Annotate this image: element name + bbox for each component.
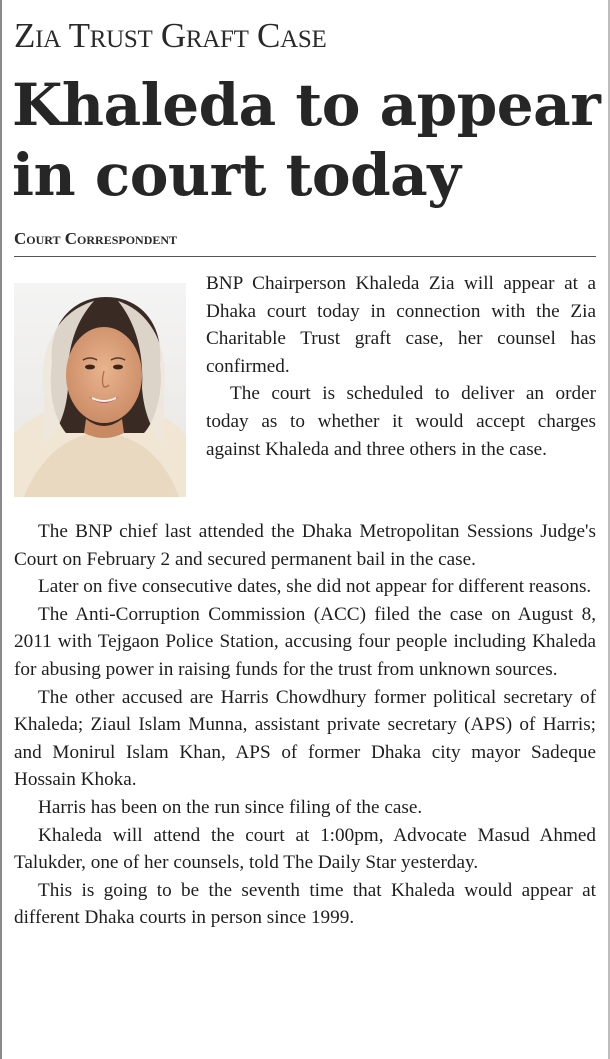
- headline-line-2: in court today: [12, 141, 461, 209]
- column-rule-left: [0, 0, 2, 1059]
- paragraph: The other accused are Harris Chowdhury former political secretary of Khaleda; Ziaul Islam Munna, assistant private secretary (APS) of Harris; and Monirul Islam Khan, APS of former Dhaka city mayor Sadeque Hossain Khoka.: [14, 686, 596, 791]
- byline: Court Correspondent: [14, 229, 178, 248]
- paragraph: The Anti-Corruption Commission (ACC) filed the case on August 8, 2011 with Tejgaon Police Station, accusing four people including Khaleda for abusing power in raising funds for the trust from unknown sources.: [14, 603, 596, 680]
- paragraph: Harris has been on the run since filing of the case.: [38, 796, 423, 818]
- headline: [12, 70, 604, 210]
- headline-line-1: Khaleda to appear: [12, 71, 601, 139]
- paragraph: This is going to be the seventh time that Khaleda would appear at different Dhaka courts in person since 1999.: [14, 879, 596, 929]
- article-body-wrap: [206, 270, 596, 463]
- article-body: [14, 518, 596, 932]
- story-kicker: Zia Trust Graft Case: [14, 16, 327, 55]
- paragraph: Later on five consecutive dates, she did not appear for different reasons.: [38, 576, 592, 598]
- byline-divider: [14, 256, 596, 257]
- paragraph: The BNP chief last attended the Dhaka Metropolitan Sessions Judge's Court on February 2 and secured permanent bail in the case.: [14, 521, 596, 570]
- paragraph: BNP Chairperson Khaleda Zia will appear at a Dhaka court today in connection with the Zia Charitable Trust graft case, her counsel has confirmed.: [206, 273, 596, 377]
- portrait-photo: [14, 283, 186, 497]
- paragraph: Khaleda will attend the court at 1:00pm, Advocate Masud Ahmed Talukder, one of her counsels, told The Daily Star yesterday.: [14, 824, 596, 874]
- paragraph: The court is scheduled to deliver an order today as to whether it would accept charges against Khaleda and three others in the case.: [206, 383, 596, 460]
